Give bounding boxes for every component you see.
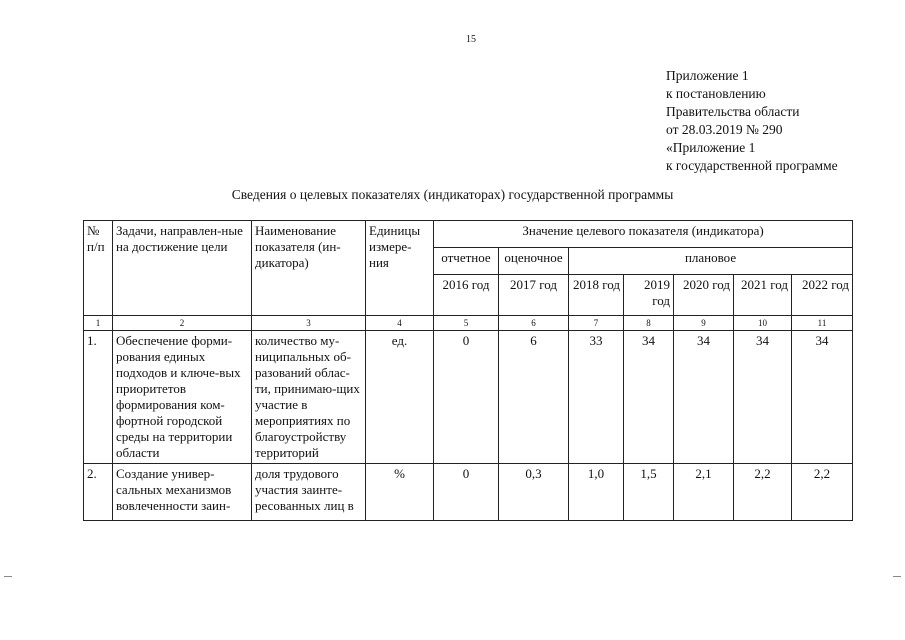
- column-number: 11: [792, 316, 853, 331]
- header-year: 2020 год: [674, 275, 734, 316]
- value-cell: 0,3: [499, 464, 569, 521]
- header-estimated: оценочное: [499, 248, 569, 275]
- header-year: 2018 год: [569, 275, 624, 316]
- appendix-line: к постановлению: [666, 86, 766, 101]
- appendix-line: «Приложение 1: [666, 140, 756, 155]
- column-number: 8: [624, 316, 674, 331]
- column-number: 2: [113, 316, 252, 331]
- indicator-cell: доля трудового участия заинте-ресованных лиц в: [252, 464, 366, 521]
- header-num: № п/п: [84, 221, 113, 316]
- indicators-table: [83, 220, 853, 521]
- header-planned: плановое: [569, 248, 853, 275]
- value-cell: 34: [674, 331, 734, 464]
- scan-edge-mark: [893, 576, 901, 577]
- header-indicator: Наименование показателя (ин-дикатора): [252, 221, 366, 316]
- header-tasks: Задачи, направлен-ные на достижение цели: [113, 221, 252, 316]
- appendix-line: Приложение 1: [666, 68, 749, 83]
- value-cell: 1,5: [624, 464, 674, 521]
- column-number: 3: [252, 316, 366, 331]
- header-year: 2021 год: [734, 275, 792, 316]
- value-cell: 1,0: [569, 464, 624, 521]
- appendix-line: Правительства области: [666, 104, 800, 119]
- value-cell: 0: [434, 331, 499, 464]
- value-cell: 34: [624, 331, 674, 464]
- indicator-cell: количество му-ниципальных об-разований облас-ти, принимаю-щих участие в мероприятиях по благоустройству территорий: [252, 331, 366, 464]
- header-value: Значение целевого показателя (индикатора): [434, 221, 853, 248]
- header-year: 2017 год: [499, 275, 569, 316]
- column-number: 7: [569, 316, 624, 331]
- value-cell: 33: [569, 331, 624, 464]
- appendix-note: [666, 67, 838, 175]
- row-number: 1.: [84, 331, 113, 464]
- header-year: 2022 год: [792, 275, 853, 316]
- column-number: 6: [499, 316, 569, 331]
- row-number: 2.: [84, 464, 113, 521]
- document-title: Сведения о целевых показателях (индикаторах) государственной программы: [231, 187, 674, 202]
- page-number: 15: [466, 34, 476, 45]
- task-cell: Обеспечение форми-рования единых подходов и ключе-вых приоритетов формирования ком-фортной городской среды на территории области: [113, 331, 252, 464]
- task-cell: Создание универ-сальных механизмов вовлеченности заин-: [113, 464, 252, 521]
- table-row: [84, 331, 853, 464]
- column-number: 1: [84, 316, 113, 331]
- value-cell: 2,2: [734, 464, 792, 521]
- column-number: 10: [734, 316, 792, 331]
- appendix-line: от 28.03.2019 № 290: [666, 122, 783, 137]
- unit-cell: ед.: [366, 331, 434, 464]
- value-cell: 6: [499, 331, 569, 464]
- value-cell: 34: [792, 331, 853, 464]
- column-number: 9: [674, 316, 734, 331]
- column-number-row: [84, 316, 853, 331]
- value-cell: 0: [434, 464, 499, 521]
- header-year: 2016 год: [434, 275, 499, 316]
- column-number: 5: [434, 316, 499, 331]
- header-reporting: отчетное: [434, 248, 499, 275]
- table-row: [84, 464, 853, 521]
- value-cell: 2,2: [792, 464, 853, 521]
- value-cell: 2,1: [674, 464, 734, 521]
- header-unit: Единицы измере-ния: [366, 221, 434, 316]
- scan-edge-mark: [4, 576, 12, 577]
- column-number: 4: [366, 316, 434, 331]
- unit-cell: %: [366, 464, 434, 521]
- appendix-line: к государственной программе: [666, 158, 838, 173]
- header-year: 2019 год: [624, 275, 674, 316]
- value-cell: 34: [734, 331, 792, 464]
